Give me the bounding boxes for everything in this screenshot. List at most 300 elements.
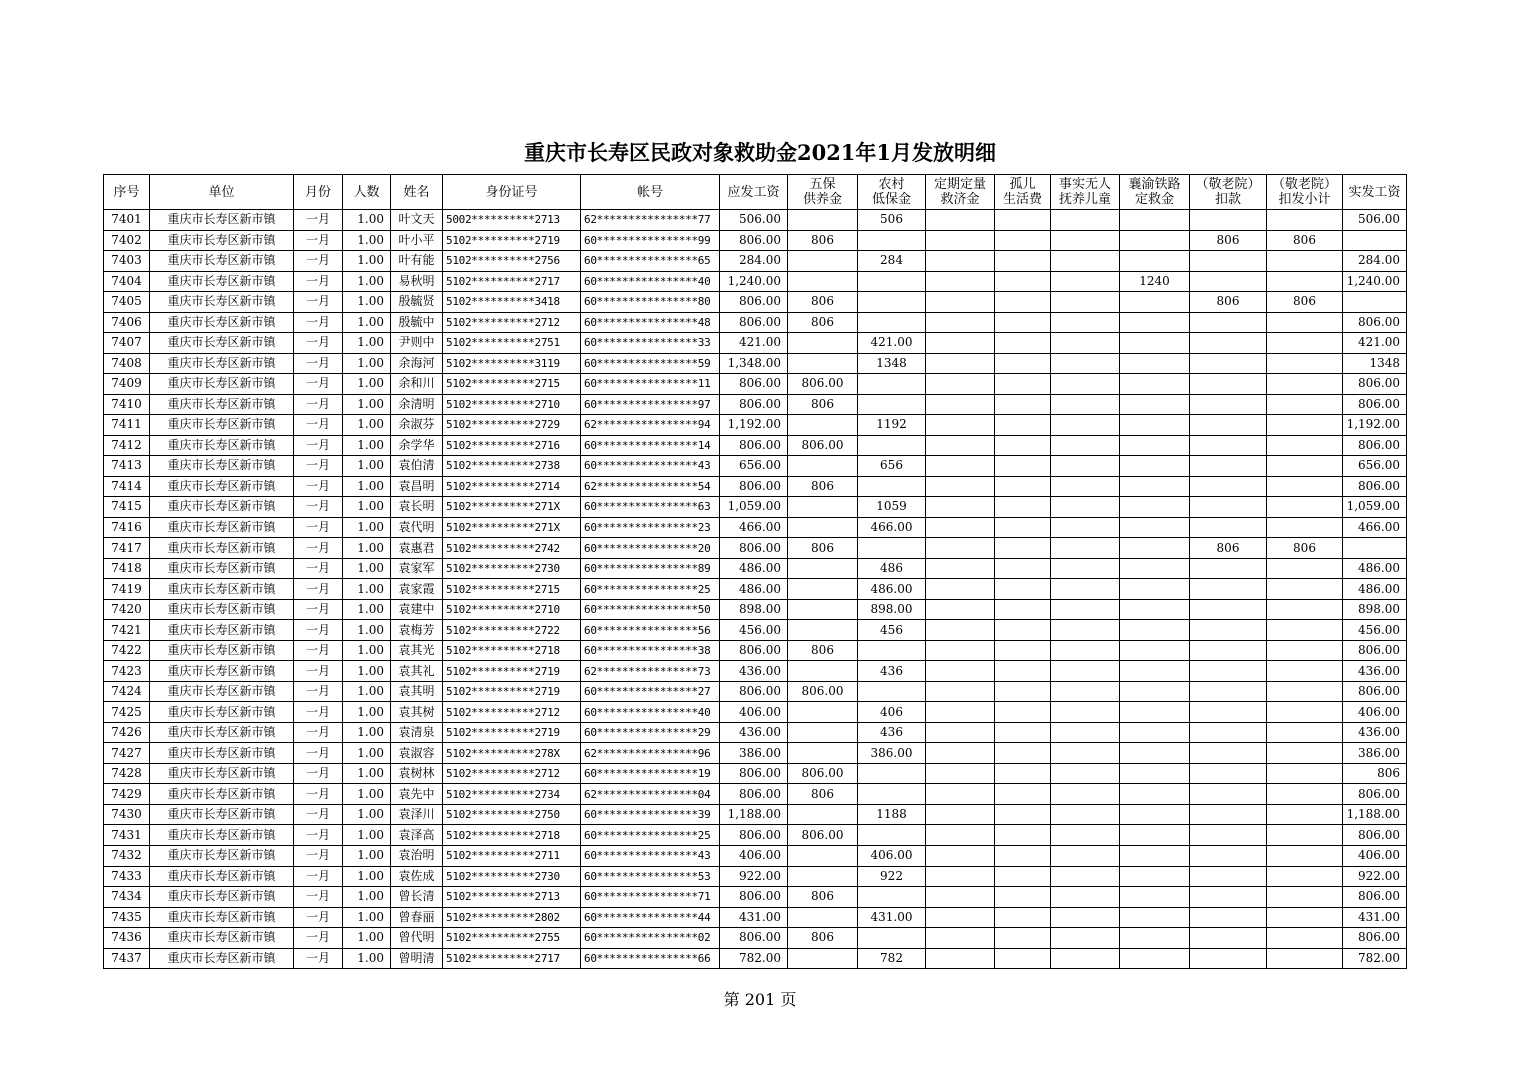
regular-relief-cell [926, 681, 995, 702]
id-number-cell: 5102**********2712 [443, 702, 581, 723]
nursing-deduction-cell [1190, 887, 1267, 908]
count-cell: 1.00 [343, 497, 391, 518]
account-cell: 60****************33 [581, 333, 720, 354]
count-cell: 1.00 [343, 517, 391, 538]
account-cell: 62****************54 [581, 476, 720, 497]
unsupported-child-cell [1051, 415, 1120, 436]
account-cell: 60****************48 [581, 312, 720, 333]
table-row [104, 928, 1407, 949]
table-row [104, 394, 1407, 415]
orphan-cell [995, 948, 1051, 969]
orphan-cell [995, 763, 1051, 784]
unsupported-child-cell [1051, 599, 1120, 620]
table-row [104, 743, 1407, 764]
payable-cell: 1,059.00 [720, 497, 788, 518]
unit-cell: 重庆市长寿区新市镇 [150, 640, 294, 661]
orphan-cell [995, 845, 1051, 866]
payable-cell: 806.00 [720, 230, 788, 251]
serial-cell: 7413 [104, 456, 150, 477]
unsupported-child-cell [1051, 825, 1120, 846]
actual-pay-cell: 431.00 [1343, 907, 1407, 928]
wubao-cell: 806.00 [788, 763, 858, 784]
orphan-cell [995, 456, 1051, 477]
count-cell: 1.00 [343, 353, 391, 374]
wubao-cell [788, 845, 858, 866]
orphan-cell [995, 312, 1051, 333]
nursing-subtotal-cell [1267, 661, 1343, 682]
wubao-cell: 806 [788, 887, 858, 908]
table-row [104, 661, 1407, 682]
col-actual-pay-header: 实发工资 [1343, 175, 1407, 210]
name-cell: 袁代明 [391, 517, 443, 538]
rural-dibao-cell: 656 [858, 456, 926, 477]
id-number-cell: 5102**********2755 [443, 928, 581, 949]
count-cell: 1.00 [343, 374, 391, 395]
nursing-deduction-cell [1190, 271, 1267, 292]
count-cell: 1.00 [343, 251, 391, 272]
orphan-cell [995, 579, 1051, 600]
page-number: 第 201 页 [723, 990, 797, 1009]
regular-relief-cell [926, 599, 995, 620]
serial-cell: 7428 [104, 763, 150, 784]
table-row [104, 763, 1407, 784]
nursing-subtotal-cell [1267, 928, 1343, 949]
orphan-cell [995, 784, 1051, 805]
id-number-cell: 5002**********2713 [443, 210, 581, 231]
nursing-subtotal-cell [1267, 887, 1343, 908]
rural-dibao-cell [858, 681, 926, 702]
railway-relief-cell [1120, 825, 1190, 846]
month-cell: 一月 [294, 497, 343, 518]
unit-cell: 重庆市长寿区新市镇 [150, 702, 294, 723]
railway-relief-cell [1120, 887, 1190, 908]
count-cell: 1.00 [343, 538, 391, 559]
id-number-cell: 5102**********2756 [443, 251, 581, 272]
regular-relief-cell [926, 763, 995, 784]
unsupported-child-cell [1051, 435, 1120, 456]
nursing-subtotal-cell [1267, 722, 1343, 743]
wubao-cell: 806 [788, 640, 858, 661]
table-row [104, 312, 1407, 333]
rural-dibao-cell [858, 394, 926, 415]
month-cell: 一月 [294, 558, 343, 579]
unsupported-child-cell [1051, 887, 1120, 908]
railway-relief-cell [1120, 948, 1190, 969]
month-cell: 一月 [294, 825, 343, 846]
payable-cell: 284.00 [720, 251, 788, 272]
id-number-cell: 5102**********2717 [443, 271, 581, 292]
nursing-subtotal-cell [1267, 394, 1343, 415]
count-cell: 1.00 [343, 784, 391, 805]
wubao-cell [788, 333, 858, 354]
actual-pay-cell: 898.00 [1343, 599, 1407, 620]
railway-relief-cell [1120, 620, 1190, 641]
unsupported-child-cell [1051, 517, 1120, 538]
orphan-cell [995, 292, 1051, 313]
railway-relief-cell [1120, 435, 1190, 456]
unsupported-child-cell [1051, 271, 1120, 292]
table-body [104, 210, 1407, 969]
orphan-cell [995, 394, 1051, 415]
unit-cell: 重庆市长寿区新市镇 [150, 620, 294, 641]
regular-relief-cell [926, 928, 995, 949]
count-cell: 1.00 [343, 312, 391, 333]
serial-cell: 7425 [104, 702, 150, 723]
nursing-deduction-cell [1190, 333, 1267, 354]
table-row [104, 599, 1407, 620]
orphan-cell [995, 230, 1051, 251]
regular-relief-cell [926, 558, 995, 579]
railway-relief-cell [1120, 743, 1190, 764]
unit-cell: 重庆市长寿区新市镇 [150, 271, 294, 292]
col-id-number-header: 身份证号 [443, 175, 581, 210]
serial-cell: 7432 [104, 845, 150, 866]
regular-relief-cell [926, 374, 995, 395]
account-cell: 60****************99 [581, 230, 720, 251]
railway-relief-cell [1120, 312, 1190, 333]
col-month-header: 月份 [294, 175, 343, 210]
nursing-deduction-cell [1190, 415, 1267, 436]
rural-dibao-cell: 922 [858, 866, 926, 887]
name-cell: 袁家军 [391, 558, 443, 579]
nursing-deduction-cell [1190, 866, 1267, 887]
name-cell: 袁昌明 [391, 476, 443, 497]
nursing-deduction-cell [1190, 620, 1267, 641]
month-cell: 一月 [294, 415, 343, 436]
nursing-deduction-cell [1190, 476, 1267, 497]
count-cell: 1.00 [343, 928, 391, 949]
count-cell: 1.00 [343, 948, 391, 969]
actual-pay-cell: 284.00 [1343, 251, 1407, 272]
count-cell: 1.00 [343, 866, 391, 887]
name-cell: 叶有能 [391, 251, 443, 272]
railway-relief-cell [1120, 579, 1190, 600]
nursing-deduction-cell [1190, 948, 1267, 969]
count-cell: 1.00 [343, 210, 391, 231]
unit-cell: 重庆市长寿区新市镇 [150, 415, 294, 436]
month-cell: 一月 [294, 435, 343, 456]
rural-dibao-cell: 1188 [858, 804, 926, 825]
month-cell: 一月 [294, 333, 343, 354]
unit-cell: 重庆市长寿区新市镇 [150, 558, 294, 579]
rural-dibao-cell: 486 [858, 558, 926, 579]
col-name-header: 姓名 [391, 175, 443, 210]
rural-dibao-cell [858, 312, 926, 333]
regular-relief-cell [926, 948, 995, 969]
unsupported-child-cell [1051, 353, 1120, 374]
payable-cell: 806.00 [720, 640, 788, 661]
month-cell: 一月 [294, 538, 343, 559]
orphan-cell [995, 887, 1051, 908]
account-cell: 60****************63 [581, 497, 720, 518]
rural-dibao-cell: 406.00 [858, 845, 926, 866]
railway-relief-cell [1120, 722, 1190, 743]
count-cell: 1.00 [343, 681, 391, 702]
col-nursing-subtotal-header: （敬老院） 扣发小计 [1267, 175, 1343, 210]
month-cell: 一月 [294, 661, 343, 682]
table-row [104, 292, 1407, 313]
count-cell: 1.00 [343, 722, 391, 743]
count-cell: 1.00 [343, 702, 391, 723]
railway-relief-cell [1120, 702, 1190, 723]
wubao-cell [788, 579, 858, 600]
count-cell: 1.00 [343, 476, 391, 497]
railway-relief-cell [1120, 558, 1190, 579]
wubao-cell [788, 456, 858, 477]
account-cell: 60****************97 [581, 394, 720, 415]
nursing-deduction-cell [1190, 599, 1267, 620]
wubao-cell: 806 [788, 292, 858, 313]
col-count-header: 人数 [343, 175, 391, 210]
month-cell: 一月 [294, 579, 343, 600]
rural-dibao-cell: 386.00 [858, 743, 926, 764]
regular-relief-cell [926, 517, 995, 538]
nursing-subtotal-cell: 806 [1267, 230, 1343, 251]
wubao-cell: 806 [788, 312, 858, 333]
serial-cell: 7423 [104, 661, 150, 682]
table-row [104, 907, 1407, 928]
rural-dibao-cell: 1348 [858, 353, 926, 374]
month-cell: 一月 [294, 251, 343, 272]
wubao-cell [788, 558, 858, 579]
name-cell: 曾春丽 [391, 907, 443, 928]
id-number-cell: 5102**********2718 [443, 640, 581, 661]
nursing-subtotal-cell [1267, 681, 1343, 702]
unit-cell: 重庆市长寿区新市镇 [150, 599, 294, 620]
nursing-subtotal-cell [1267, 763, 1343, 784]
id-number-cell: 5102**********2711 [443, 845, 581, 866]
nursing-subtotal-cell [1267, 579, 1343, 600]
table-row [104, 825, 1407, 846]
name-cell: 叶文天 [391, 210, 443, 231]
table-row [104, 271, 1407, 292]
month-cell: 一月 [294, 292, 343, 313]
wubao-cell [788, 497, 858, 518]
railway-relief-cell [1120, 845, 1190, 866]
unsupported-child-cell [1051, 681, 1120, 702]
regular-relief-cell [926, 825, 995, 846]
nursing-deduction-cell [1190, 312, 1267, 333]
table-row [104, 538, 1407, 559]
month-cell: 一月 [294, 681, 343, 702]
account-cell: 60****************27 [581, 681, 720, 702]
wubao-cell: 806 [788, 476, 858, 497]
serial-cell: 7426 [104, 722, 150, 743]
wubao-cell [788, 599, 858, 620]
serial-cell: 7427 [104, 743, 150, 764]
nursing-subtotal-cell [1267, 210, 1343, 231]
actual-pay-cell: 806.00 [1343, 476, 1407, 497]
id-number-cell: 5102**********2719 [443, 661, 581, 682]
wubao-cell: 806.00 [788, 825, 858, 846]
id-number-cell: 5102**********2730 [443, 866, 581, 887]
table-row [104, 353, 1407, 374]
account-cell: 60****************40 [581, 702, 720, 723]
id-number-cell: 5102**********2719 [443, 681, 581, 702]
nursing-deduction-cell [1190, 353, 1267, 374]
orphan-cell [995, 825, 1051, 846]
month-cell: 一月 [294, 702, 343, 723]
wubao-cell: 806.00 [788, 681, 858, 702]
col-serial-header: 序号 [104, 175, 150, 210]
payable-cell: 898.00 [720, 599, 788, 620]
railway-relief-cell [1120, 804, 1190, 825]
name-cell: 余和川 [391, 374, 443, 395]
railway-relief-cell [1120, 538, 1190, 559]
name-cell: 余海河 [391, 353, 443, 374]
payable-cell: 1,348.00 [720, 353, 788, 374]
nursing-deduction-cell [1190, 394, 1267, 415]
name-cell: 袁清泉 [391, 722, 443, 743]
regular-relief-cell [926, 251, 995, 272]
unit-cell: 重庆市长寿区新市镇 [150, 661, 294, 682]
serial-cell: 7406 [104, 312, 150, 333]
railway-relief-cell [1120, 640, 1190, 661]
regular-relief-cell [926, 661, 995, 682]
account-cell: 60****************23 [581, 517, 720, 538]
unit-cell: 重庆市长寿区新市镇 [150, 845, 294, 866]
serial-cell: 7436 [104, 928, 150, 949]
id-number-cell: 5102**********2712 [443, 763, 581, 784]
serial-cell: 7410 [104, 394, 150, 415]
table-row [104, 476, 1407, 497]
wubao-cell [788, 251, 858, 272]
railway-relief-cell [1120, 681, 1190, 702]
id-number-cell: 5102**********2750 [443, 804, 581, 825]
unit-cell: 重庆市长寿区新市镇 [150, 887, 294, 908]
rural-dibao-cell [858, 476, 926, 497]
nursing-subtotal-cell [1267, 743, 1343, 764]
payable-cell: 806.00 [720, 763, 788, 784]
unit-cell: 重庆市长寿区新市镇 [150, 538, 294, 559]
orphan-cell [995, 558, 1051, 579]
count-cell: 1.00 [343, 333, 391, 354]
orphan-cell [995, 415, 1051, 436]
unit-cell: 重庆市长寿区新市镇 [150, 435, 294, 456]
col-rural-dibao-header: 农村 低保金 [858, 175, 926, 210]
railway-relief-cell [1120, 456, 1190, 477]
nursing-deduction-cell [1190, 722, 1267, 743]
actual-pay-cell: 456.00 [1343, 620, 1407, 641]
nursing-deduction-cell [1190, 517, 1267, 538]
railway-relief-cell [1120, 928, 1190, 949]
id-number-cell: 5102**********2713 [443, 887, 581, 908]
serial-cell: 7418 [104, 558, 150, 579]
serial-cell: 7434 [104, 887, 150, 908]
railway-relief-cell [1120, 374, 1190, 395]
unit-cell: 重庆市长寿区新市镇 [150, 825, 294, 846]
wubao-cell [788, 353, 858, 374]
account-cell: 60****************38 [581, 640, 720, 661]
serial-cell: 7416 [104, 517, 150, 538]
col-unsupported-child-header: 事实无人 抚养儿童 [1051, 175, 1120, 210]
month-cell: 一月 [294, 230, 343, 251]
regular-relief-cell [926, 210, 995, 231]
table-row [104, 374, 1407, 395]
wubao-cell: 806 [788, 394, 858, 415]
table-row [104, 230, 1407, 251]
count-cell: 1.00 [343, 271, 391, 292]
rural-dibao-cell [858, 230, 926, 251]
name-cell: 易秋明 [391, 271, 443, 292]
unsupported-child-cell [1051, 928, 1120, 949]
table-row [104, 640, 1407, 661]
serial-cell: 7424 [104, 681, 150, 702]
unit-cell: 重庆市长寿区新市镇 [150, 497, 294, 518]
actual-pay-cell: 386.00 [1343, 743, 1407, 764]
name-cell: 曾明清 [391, 948, 443, 969]
wubao-cell [788, 517, 858, 538]
nursing-deduction-cell: 806 [1190, 538, 1267, 559]
account-cell: 62****************04 [581, 784, 720, 805]
actual-pay-cell: 1,192.00 [1343, 415, 1407, 436]
rural-dibao-cell [858, 292, 926, 313]
rural-dibao-cell: 486.00 [858, 579, 926, 600]
payable-cell: 1,188.00 [720, 804, 788, 825]
month-cell: 一月 [294, 763, 343, 784]
col-unit-header: 单位 [150, 175, 294, 210]
actual-pay-cell: 806.00 [1343, 435, 1407, 456]
account-cell: 60****************65 [581, 251, 720, 272]
payable-cell: 806.00 [720, 887, 788, 908]
name-cell: 袁家霞 [391, 579, 443, 600]
rural-dibao-cell: 284 [858, 251, 926, 272]
nursing-subtotal-cell [1267, 497, 1343, 518]
unsupported-child-cell [1051, 948, 1120, 969]
count-cell: 1.00 [343, 640, 391, 661]
month-cell: 一月 [294, 887, 343, 908]
nursing-subtotal-cell [1267, 825, 1343, 846]
name-cell: 袁其光 [391, 640, 443, 661]
account-cell: 60****************71 [581, 887, 720, 908]
unsupported-child-cell [1051, 210, 1120, 231]
payable-cell: 656.00 [720, 456, 788, 477]
unit-cell: 重庆市长寿区新市镇 [150, 928, 294, 949]
col-account-header: 帐号 [581, 175, 720, 210]
name-cell: 余学华 [391, 435, 443, 456]
unit-cell: 重庆市长寿区新市镇 [150, 353, 294, 374]
nursing-deduction-cell [1190, 702, 1267, 723]
month-cell: 一月 [294, 928, 343, 949]
table-row [104, 948, 1407, 969]
nursing-subtotal-cell [1267, 784, 1343, 805]
regular-relief-cell [926, 743, 995, 764]
count-cell: 1.00 [343, 579, 391, 600]
name-cell: 殷毓贤 [391, 292, 443, 313]
payable-cell: 806.00 [720, 312, 788, 333]
col-payable-header: 应发工资 [720, 175, 788, 210]
regular-relief-cell [926, 415, 995, 436]
count-cell: 1.00 [343, 763, 391, 784]
unit-cell: 重庆市长寿区新市镇 [150, 312, 294, 333]
table-row [104, 415, 1407, 436]
unsupported-child-cell [1051, 579, 1120, 600]
account-cell: 60****************89 [581, 558, 720, 579]
unsupported-child-cell [1051, 845, 1120, 866]
nursing-deduction-cell [1190, 374, 1267, 395]
serial-cell: 7429 [104, 784, 150, 805]
account-cell: 60****************43 [581, 845, 720, 866]
wubao-cell [788, 271, 858, 292]
railway-relief-cell [1120, 415, 1190, 436]
table-row [104, 845, 1407, 866]
wubao-cell [788, 722, 858, 743]
unit-cell: 重庆市长寿区新市镇 [150, 722, 294, 743]
serial-cell: 7437 [104, 948, 150, 969]
nursing-deduction-cell [1190, 210, 1267, 231]
wubao-cell [788, 702, 858, 723]
wubao-cell [788, 866, 858, 887]
